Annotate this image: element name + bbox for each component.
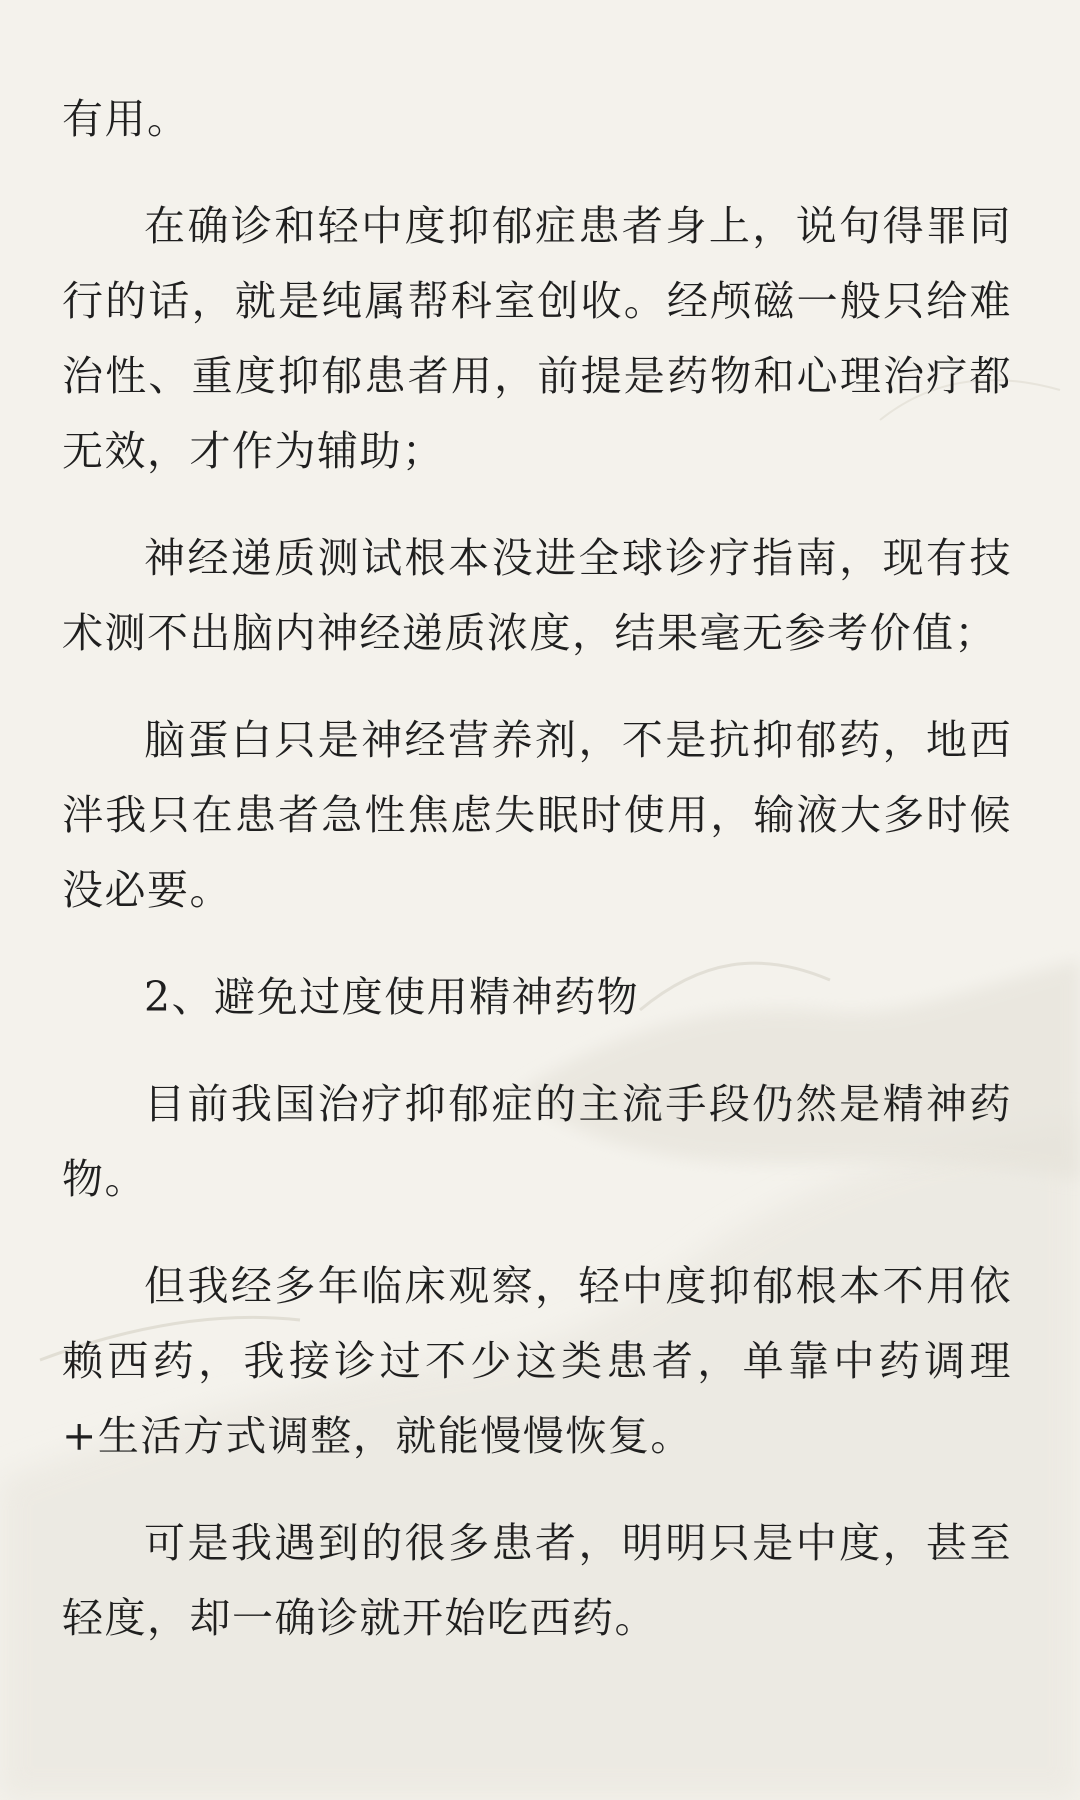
paragraph: 目前我国治疗抑郁症的主流手段仍然是精神药物。 (62, 1080, 1012, 1203)
paragraph: 可是我遇到的很多患者，明明只是中度，甚至轻度，却一确诊就开始吃西药。 (62, 1519, 1012, 1642)
paragraph: 有用。 (62, 95, 190, 143)
paragraph: 在确诊和轻中度抑郁症患者身上，说句得罪同行的话，就是纯属帮科室创收。经颅磁一般只给难治性、重度抑郁患者用，前提是药物和心理治疗都无效，才作为辅助； (62, 202, 1012, 475)
paragraph: 神经递质测试根本没进全球诊疗指南，现有技术测不出脑内神经递质浓度，结果毫无参考价值； (62, 534, 1012, 657)
paragraph: 但我经多年临床观察，轻中度抑郁根本不用依赖西药，我接诊过不少这类患者，单靠中药调理+生活方式调整，就能慢慢恢复。 (62, 1262, 1012, 1460)
paragraph: 脑蛋白只是神经营养剂，不是抗抑郁药，地西泮我只在患者急性焦虑失眠时使用，输液大多时候没必要。 (62, 716, 1012, 914)
section-heading: 2、避免过度使用精神药物 (144, 973, 640, 1021)
